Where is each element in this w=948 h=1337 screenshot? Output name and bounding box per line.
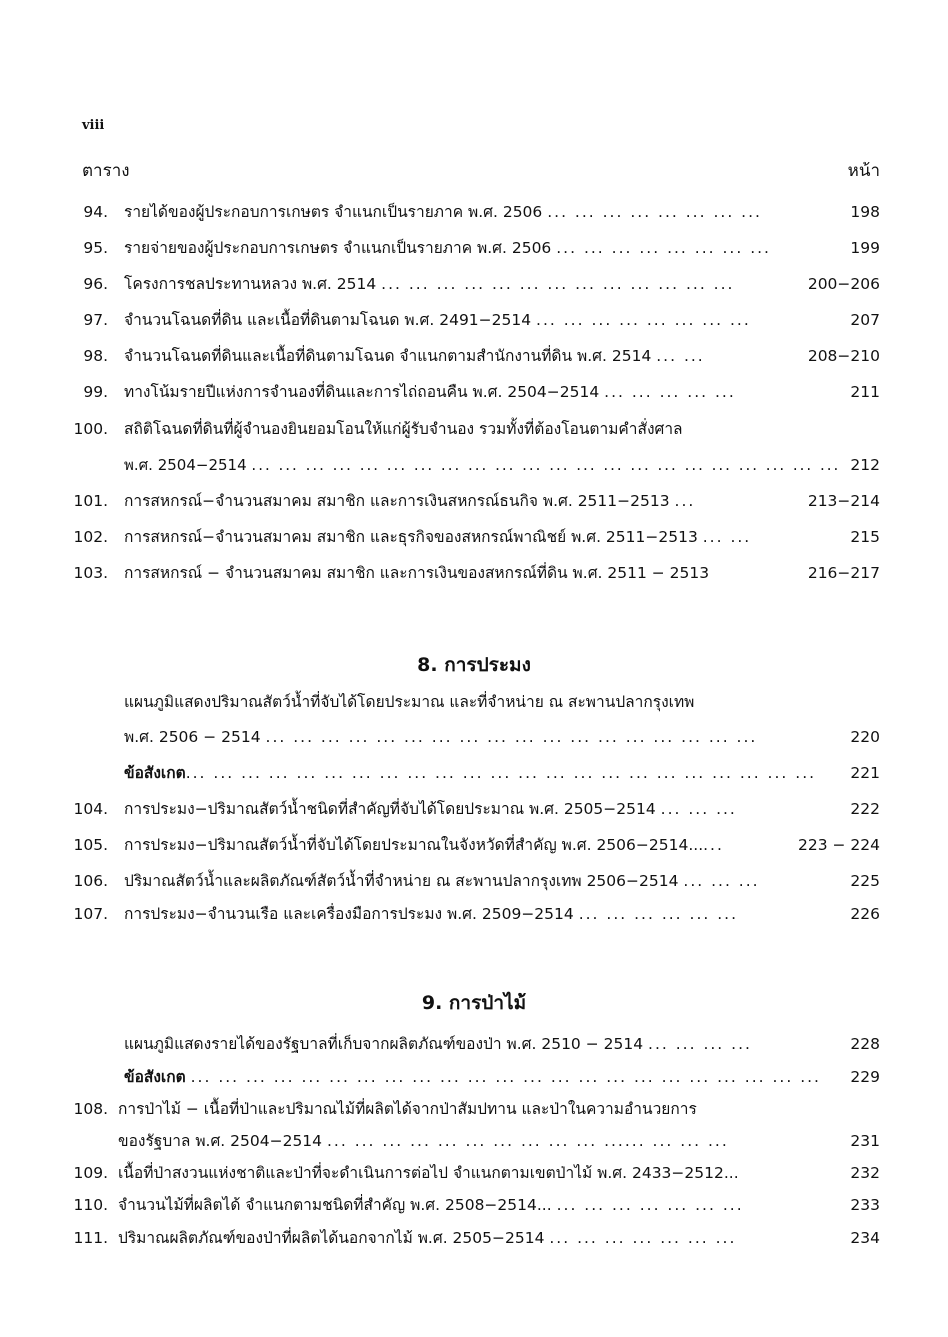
row-title: การประมง−ปริมาณสัตว์น้ำชนิดที่สำคัญที่จับได้โดยประมาณ พ.ศ. 2505−2514 ... ... ... — [124, 800, 737, 818]
row-title: แผนภูมิแสดงรายได้ของรัฐบาลที่เก็บจากผลิตภัณฑ์ของป่า พ.ศ. 2510 − 2514 ... ... ... ... — [124, 1035, 752, 1053]
row-number: 103. — [73, 564, 108, 582]
row-title: จำนวนโฉนดที่ดินและเนื้อที่ดินตามโฉนด จำแนกตามสำนักงานที่ดิน พ.ศ. 2514 ... ... — [124, 347, 705, 365]
row-page: 215 — [850, 528, 880, 546]
row-title: การประมง−จำนวนเรือ และเครื่องมือการประมง พ.ศ. 2509−2514 ... ... ... ... ... ... — [124, 905, 739, 923]
row-number: 110. — [73, 1196, 108, 1214]
section-heading-fisheries: 8. การประมง — [417, 654, 531, 676]
toc-row — [0, 830, 948, 860]
toc-row — [0, 341, 948, 371]
row-number: 97. — [83, 311, 108, 329]
row-number: 105. — [73, 836, 108, 854]
row-page: 221 — [850, 764, 880, 782]
toc-row — [0, 1029, 948, 1059]
row-page: 223 − 224 — [797, 836, 880, 854]
row-number: 108. — [73, 1100, 108, 1118]
row-number: 98. — [83, 347, 108, 365]
toc-row-continuation — [0, 722, 948, 752]
toc-row — [0, 794, 948, 824]
row-page: 216−217 — [807, 564, 880, 582]
row-page: 231 — [850, 1132, 880, 1150]
row-page: 198 — [850, 203, 880, 221]
row-page: 232 — [850, 1164, 880, 1182]
row-title: โครงการชลประทานหลวง พ.ศ. 2514 ... ... ... ... ... ... ... ... ... ... ... ... ... — [124, 275, 735, 293]
row-number: 101. — [73, 492, 108, 510]
toc-row — [0, 414, 948, 444]
row-number: 106. — [73, 872, 108, 890]
row-title: ข้อสังเกต... ... ... ... ... ... ... ... ... ... ... ... ... ... ... ... ... ... ... ... ... ... ... — [124, 764, 817, 782]
row-number: 109. — [73, 1164, 108, 1182]
row-page: 213−214 — [807, 492, 880, 510]
row-title: การป่าไม้ − เนื้อที่ป่าและปริมาณไม้ที่ผลิตได้จากป่าสัมปทาน และป่าในความอำนวยการ — [118, 1100, 697, 1118]
row-number: 94. — [83, 203, 108, 221]
row-number: 102. — [73, 528, 108, 546]
toc-row — [0, 305, 948, 335]
row-title: การสหกรณ์ − จำนวนสมาคม สมาชิก และการเงินของสหกรณ์ที่ดิน พ.ศ. 2511 − 2513 — [124, 564, 710, 582]
row-title: สถิติโฉนดที่ดินที่ผู้จำนองยินยอมโอนให้แก่ผู้รับจำนอง รวมทั้งที่ต้องโอนตามคำสั่งศาล — [124, 420, 683, 438]
toc-row — [0, 377, 948, 407]
row-title: ข้อสังเกต ... ... ... ... ... ... ... ... ... ... ... ... ... ... ... ... ... ... ... ... ... ... ... — [124, 1068, 821, 1086]
row-title: พ.ศ. 2504−2514 ... ... ... ... ... ... ... ... ... ... ... ... ... ... ... ... ... ... ... ... ... ... — [124, 456, 841, 474]
toc-row — [0, 899, 948, 929]
toc-row — [0, 1094, 948, 1124]
row-page: 220 — [850, 728, 880, 746]
row-number: 104. — [73, 800, 108, 818]
row-number: 107. — [73, 905, 108, 923]
row-page: 234 — [850, 1229, 880, 1247]
row-title: จำนวนโฉนดที่ดิน และเนื้อที่ดินตามโฉนด พ.ศ. 2491−2514 ... ... ... ... ... ... ... ... — [124, 311, 751, 329]
row-page: 208−210 — [807, 347, 880, 365]
toc-row — [0, 1223, 948, 1253]
row-page: 199 — [850, 239, 880, 257]
row-page: 211 — [850, 383, 880, 401]
toc-row — [0, 522, 948, 552]
toc-row — [0, 687, 948, 717]
row-page: 226 — [850, 905, 880, 923]
header-page-label: หน้า — [847, 161, 880, 181]
row-page: 200−206 — [807, 275, 880, 293]
toc-row — [0, 1158, 948, 1188]
row-title: ปริมาณผลิตภัณฑ์ของป่าที่ผลิตได้นอกจากไม้ พ.ศ. 2505−2514 ... ... ... ... ... ... ... — [118, 1229, 737, 1247]
row-title: ทางโน้มรายปีแห่งการจำนองที่ดินและการไถ่ถอนคืน พ.ศ. 2504−2514 ... ... ... ... ... — [124, 383, 736, 401]
toc-row — [0, 866, 948, 896]
row-title: การสหกรณ์−จำนวนสมาคม สมาชิก และการเงินสหกรณ์ธนกิจ พ.ศ. 2511−2513 ... — [124, 492, 696, 510]
row-title: ปริมาณสัตว์น้ำและผลิตภัณฑ์สัตว์น้ำที่จำหน่าย ณ สะพานปลากรุงเทพ 2506−2514 ... ... ... — [124, 872, 760, 890]
row-number: 96. — [83, 275, 108, 293]
toc-row — [0, 233, 948, 263]
row-page: 229 — [850, 1068, 880, 1086]
row-title: พ.ศ. 2506 − 2514 ... ... ... ... ... ... ... ... ... ... ... ... ... ... ... ... ... ... — [124, 728, 758, 746]
toc-row — [0, 197, 948, 227]
row-title: รายจ่ายของผู้ประกอบการเกษตร จำแนกเป็นรายภาค พ.ศ. 2506 ... ... ... ... ... ... ... ... — [124, 239, 771, 257]
row-title: ของรัฐบาล พ.ศ. 2504−2514 ... ... ... ... ... ... ... ... ... ... ...... ... ... ... — [118, 1132, 729, 1150]
row-title: การประมง−ปริมาณสัตว์น้ำที่จับได้โดยประมาณในจังหวัดที่สำคัญ พ.ศ. 2506−2514...... — [124, 836, 724, 854]
row-title: แผนภูมิแสดงปริมาณสัตว์น้ำที่จับได้โดยประมาณ และที่จำหน่าย ณ สะพานปลากรุงเทพ — [124, 693, 695, 711]
row-page: 222 — [850, 800, 880, 818]
row-number: 95. — [83, 239, 108, 257]
row-page: 233 — [850, 1196, 880, 1214]
section-heading-forestry: 9. การป่าไม้ — [421, 992, 527, 1014]
row-page: 212 — [850, 456, 880, 474]
row-number: 111. — [73, 1229, 108, 1247]
row-number: 100. — [73, 420, 108, 438]
row-page: 207 — [850, 311, 880, 329]
toc-row — [0, 269, 948, 299]
header-table-label: ตาราง — [82, 161, 130, 181]
row-title: การสหกรณ์−จำนวนสมาคม สมาชิก และธุรกิจของสหกรณ์พาณิชย์ พ.ศ. 2511−2513 ... ... — [124, 528, 752, 546]
toc-row — [0, 486, 948, 516]
row-title: เนื้อที่ป่าสงวนแห่งชาติและป่าที่จะดำเนินการต่อไป จำแนกตามเขตป่าไม้ พ.ศ. 2433−2512... — [118, 1164, 739, 1182]
toc-row — [0, 758, 948, 788]
row-title: จำนวนไม้ที่ผลิตได้ จำแนกตามชนิดที่สำคัญ พ.ศ. 2508−2514... ... ... ... ... ... ... ... — [118, 1196, 744, 1214]
toc-row — [0, 1190, 948, 1220]
toc-row-continuation — [0, 450, 948, 480]
row-page: 225 — [850, 872, 880, 890]
toc-row — [0, 1062, 948, 1092]
row-title: รายได้ของผู้ประกอบการเกษตร จำแนกเป็นรายภาค พ.ศ. 2506 ... ... ... ... ... ... ... ... — [124, 203, 762, 221]
toc-row-continuation — [0, 1126, 948, 1156]
row-page: 228 — [850, 1035, 880, 1053]
toc-row — [0, 558, 948, 588]
row-number: 99. — [83, 383, 108, 401]
page-number: viii — [82, 118, 105, 133]
